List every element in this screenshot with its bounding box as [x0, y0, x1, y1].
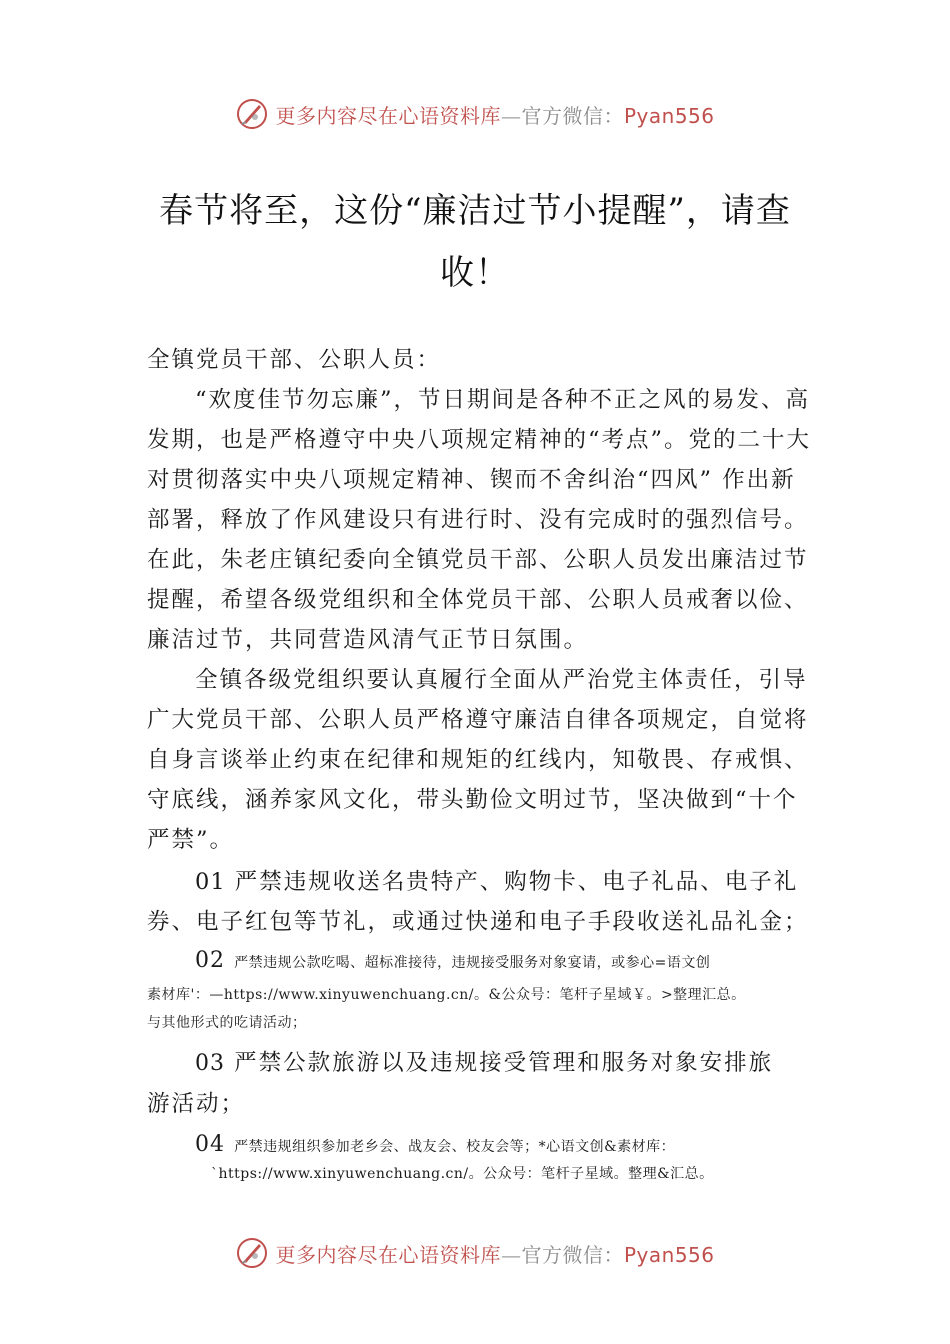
- item-text-b: `https://www.xinyuwenchuang.cn/。公众号：笔杆子星域。整理&汇总。: [211, 1166, 714, 1182]
- banner-text: [275, 1239, 714, 1268]
- document-body: [147, 340, 819, 1185]
- paragraph-2: 全镇各级党组织要认真履行全面从严治党主体责任，引导广大党员干部、公职人员严格遵守廉洁自律各项规定，自觉将自身言谈举止约束在纪律和规矩的红线内，知敬畏、存戒惧、守底线，涵养家风文化，带头勤俭文明过节，坚决做到“十个严禁”。: [147, 667, 809, 853]
- title-line-2: 收！: [440, 253, 510, 293]
- item-number: 03: [195, 1051, 225, 1076]
- item-number: 02: [195, 948, 225, 973]
- list-item-02: [147, 942, 819, 1037]
- salutation: 全镇党员干部、公职人员：: [147, 347, 442, 373]
- banner-handle: Pyan556: [623, 103, 715, 128]
- quill-pen-circle-icon: [235, 97, 269, 131]
- title-line-1: 春节将至，这份“廉洁过节小提醒”，请查: [159, 191, 791, 231]
- banner-site: 更多内容尽在心语资料库: [275, 103, 501, 128]
- banner-wechat-label: 官方微信：: [521, 103, 624, 128]
- item-text-c: 与其他形式的吃请活动；: [147, 1015, 307, 1031]
- banner-text: [275, 100, 714, 129]
- item-text: 严禁违规收送名贵特产、购物卡、电子礼品、电子礼券、电子红包等节礼，或通过快递和电子手段收送礼品礼金；: [147, 869, 809, 935]
- banner-separator: —: [500, 103, 522, 128]
- banner-wechat-label: 官方微信：: [521, 1242, 624, 1267]
- item-text-a: 严禁违规组织参加老乡会、战友会、校友会等；*心语文创&素材库：: [234, 1139, 676, 1155]
- item-text-a: 严禁公款旅游以及违规接受管理和服务对象安排旅: [234, 1050, 774, 1076]
- banner-separator: —: [500, 1242, 522, 1267]
- item-number: 04: [195, 1132, 225, 1157]
- item-number: 01: [195, 869, 226, 895]
- paragraph-1: “欢度佳节勿忘廉”，节日期间是各种不正之风的易发、高发期，也是严格遵守中央八项规定精神的“考点”。党的二十大对贯彻落实中央八项规定精神、锲而不舍纠治“四风” 作出新部署，释放了作风建设只有进行时、没有完成时的强烈信号。在此，朱老庄镇纪委向全镇党员干部、公职人员发出廉洁过节提醒，希望各级党组织和全体党员干部、公职人员戒奢以俭、廉洁过节，共同营造风清气正节日氛围。: [147, 387, 812, 653]
- header-banner: [0, 94, 950, 134]
- banner-site: 更多内容尽在心语资料库: [275, 1242, 501, 1267]
- item-text-b: 素材库'：—https://www.xinyuwenchuang.cn/。&公众号：笔杆子星域￥。>整理汇总。: [147, 987, 746, 1003]
- quill-pen-circle-icon: [235, 1236, 269, 1270]
- banner-handle: Pyan556: [623, 1242, 715, 1267]
- page-title: [130, 180, 820, 304]
- list-item-04: [147, 1128, 819, 1185]
- list-item-03: [147, 1043, 819, 1124]
- item-text-b: 游活动；: [147, 1091, 246, 1117]
- list-item-01: [147, 862, 819, 942]
- item-text-a: 严禁违规公款吃喝、超标准接待，违规接受服务对象宴请，或参心=语文创: [234, 955, 711, 971]
- footer-banner: [0, 1233, 950, 1273]
